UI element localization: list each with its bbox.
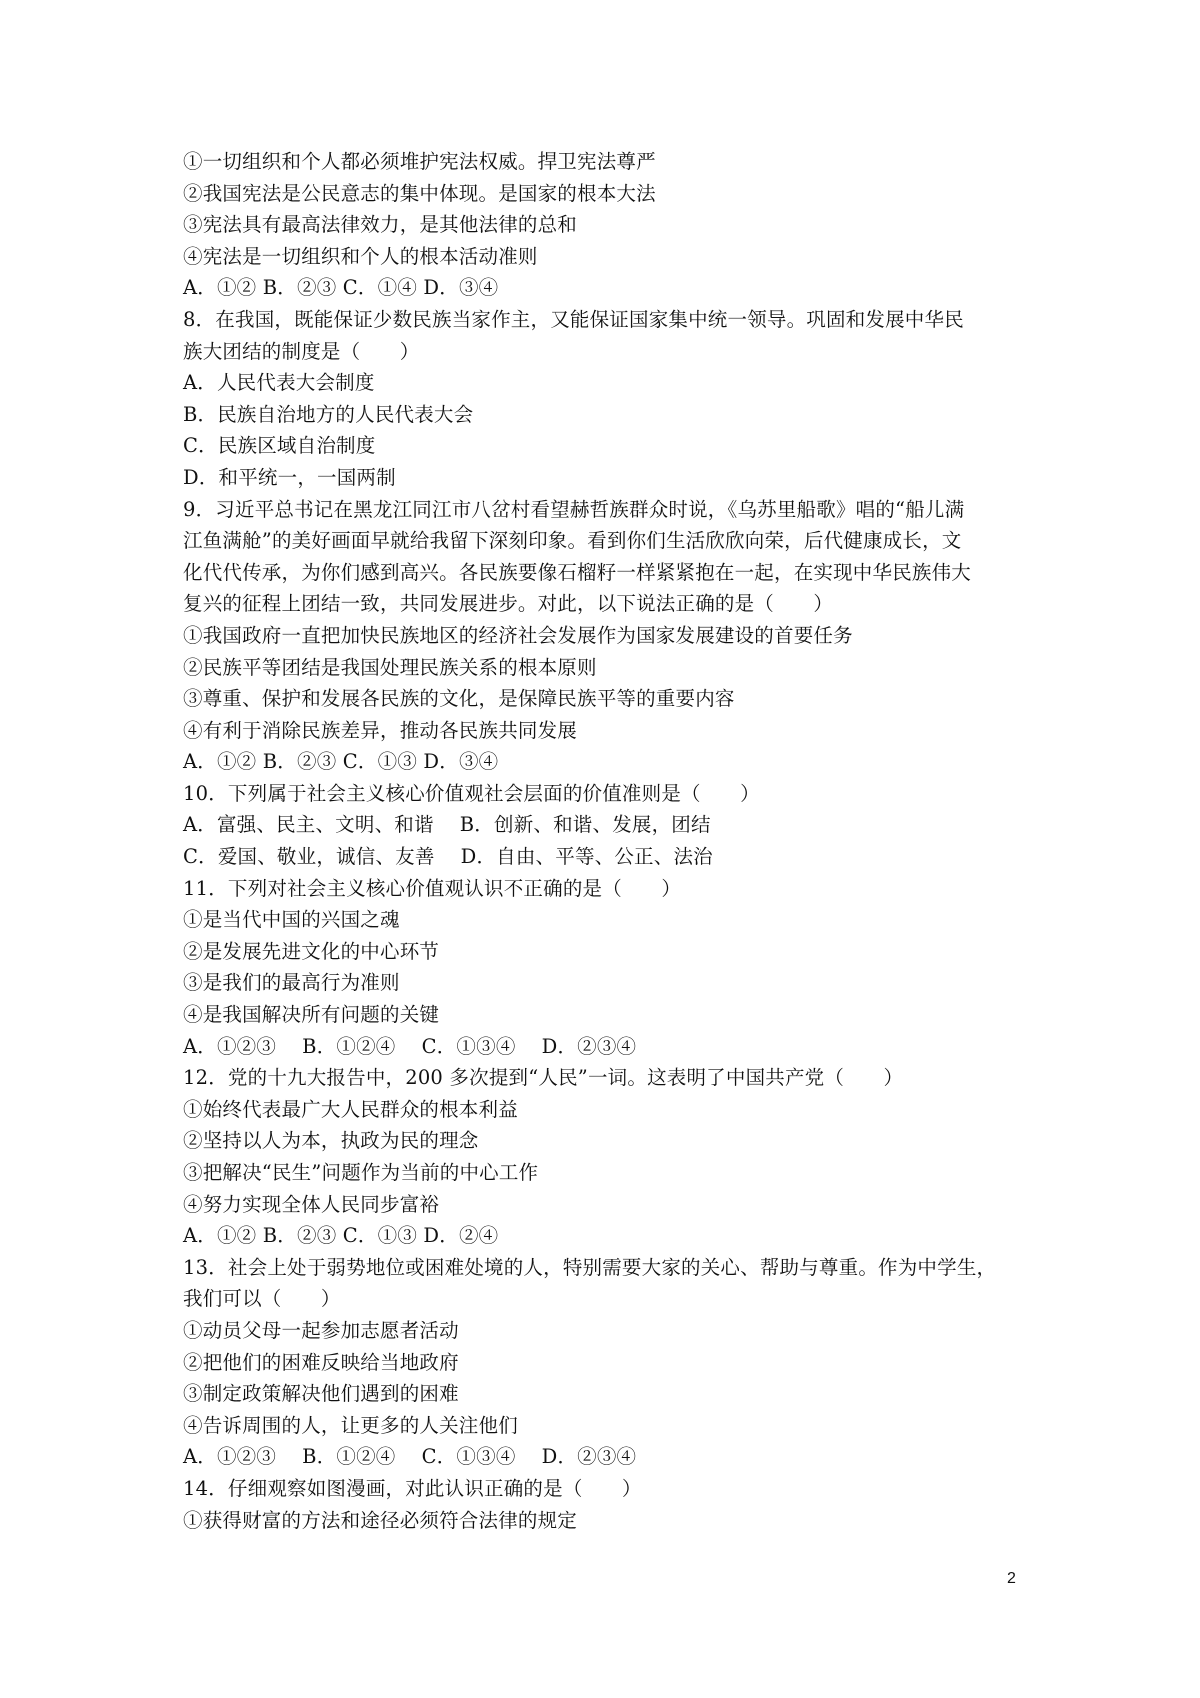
- text-line: ②坚持以人为本，执政为民的理念: [183, 1129, 479, 1153]
- text-line: 12．党的十九大报告中，200 多次提到“人民”一词。这表明了中国共产党（ ）: [183, 1066, 904, 1090]
- text-line: ④是我国解决所有问题的关键: [183, 1003, 440, 1027]
- text-line: C．民族区域自治制度: [183, 434, 376, 458]
- text-line: A．①②③ B．①②④ C．①③④ D．②③④: [183, 1445, 637, 1469]
- text-line: ④告诉周围的人，让更多的人关注他们: [183, 1413, 518, 1437]
- text-line: ③尊重、保护和发展各民族的文化，是保障民族平等的重要内容: [183, 687, 735, 711]
- text-line: 族大团结的制度是（ ）: [183, 339, 420, 363]
- text-line: ③把解决“民生”问题作为当前的中心工作: [183, 1161, 539, 1184]
- text-line: ③宪法具有最高法律效力，是其他法律的总和: [183, 213, 578, 237]
- text-line: A．①②③ B．①②④ C．①③④ D．②③④: [183, 1034, 637, 1058]
- text-line: ②是发展先进文化的中心环节: [183, 939, 440, 963]
- page-number: 2: [1007, 1570, 1016, 1587]
- text-line: ④有利于消除民族差异，推动各民族共同发展: [183, 718, 578, 742]
- text-line: A．人民代表大会制度: [183, 371, 375, 395]
- text-line: 9．习近平总书记在黑龙江同江市八岔村看望赫哲族群众时说，《乌苏里船歌》唱的“船儿满: [183, 497, 965, 521]
- text-line: ①是当代中国的兴国之魂: [183, 908, 400, 932]
- text-line: ①动员父母一起参加志愿者活动: [183, 1318, 459, 1342]
- text-line: ④宪法是一切组织和个人的根本活动准则: [183, 244, 538, 268]
- text-line: 我们可以（ ）: [183, 1287, 341, 1311]
- text-line: A．①② B．②③ C．①③ D．②④: [183, 1224, 499, 1248]
- text-line: ③制定政策解决他们遇到的困难: [183, 1382, 459, 1406]
- text-line: 复兴的征程上团结一致，共同发展进步。对此，以下说法正确的是（ ）: [183, 592, 834, 616]
- text-line: 11．下列对社会主义核心价值观认识不正确的是（ ）: [183, 876, 682, 900]
- text-line: ④努力实现全体人民同步富裕: [183, 1192, 440, 1216]
- text-line: ③是我们的最高行为准则: [183, 971, 400, 995]
- text-line: ②我国宪法是公民意志的集中体现。是国家的根本大法: [183, 181, 656, 205]
- text-line: 江鱼满舱”的美好画面早就给我留下深刻印象。看到你们生活欣欣向荣，后代健康成长，文: [183, 529, 962, 553]
- text-line: A．①② B．②③ C．①④ D．③④: [183, 276, 499, 300]
- text-line: A．①② B．②③ C．①③ D．③④: [183, 750, 499, 774]
- text-line: ①获得财富的方法和途径必须符合法律的规定: [183, 1508, 578, 1532]
- text-line: ①一切组织和个人都必须堆护宪法权威。捍卫宪法尊严: [183, 150, 656, 173]
- text-line: ②把他们的困难反映给当地政府: [183, 1350, 459, 1374]
- text-line: ①始终代表最广大人民群众的根本利益: [183, 1097, 518, 1121]
- text-line: C．爱国、敬业，诚信、友善 D．自由、平等、公正、法治: [183, 845, 713, 869]
- text-line: D．和平统一，一国两制: [183, 465, 396, 489]
- text-line: A．富强、民主、文明、和谐 B．创新、和谐、发展，团结: [183, 813, 711, 837]
- page-content: [183, 146, 1043, 1536]
- text-line: 14．仔细观察如图漫画，对此认识正确的是（ ）: [183, 1476, 642, 1500]
- text-line: 8．在我国，既能保证少数民族当家作主，又能保证国家集中统一领导。巩固和发展中华民: [183, 307, 964, 331]
- text-line: 化代代传承，为你们感到高兴。各民族要像石榴籽一样紧紧抱在一起，在实现中华民族伟大: [183, 560, 972, 584]
- text-line: 13．社会上处于弱势地位或困难处境的人，特别需要大家的关心、帮助与尊重。作为中学生，: [183, 1255, 997, 1279]
- text-line: ②民族平等团结是我国处理民族关系的根本原则: [183, 655, 597, 679]
- text-line: ①我国政府一直把加快民族地区的经济社会发展作为国家发展建设的首要任务: [183, 623, 853, 647]
- text-line: B．民族自治地方的人民代表大会: [183, 402, 474, 426]
- text-line: 10．下列属于社会主义核心价值观社会层面的价值准则是（ ）: [183, 781, 760, 805]
